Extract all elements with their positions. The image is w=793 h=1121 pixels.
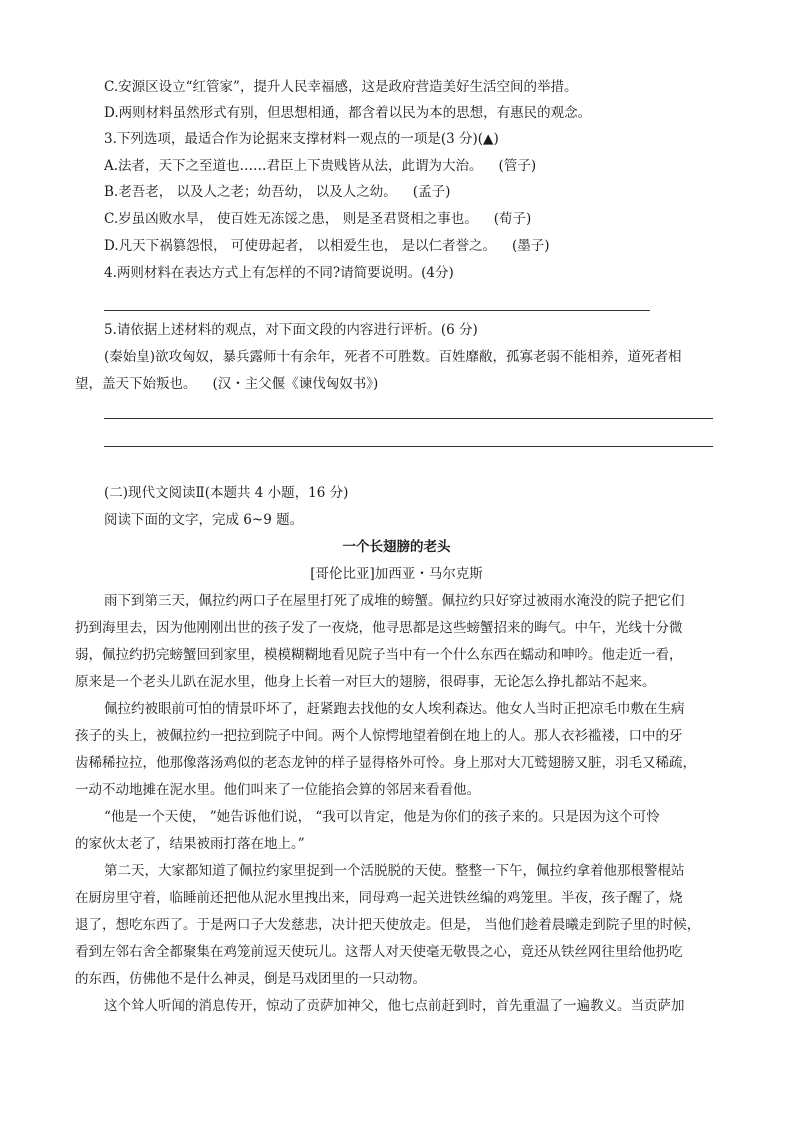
q5-quote-line-2 [75, 374, 740, 394]
story-line: 第二天，大家都知道了佩拉约家里捉到一个活脱脱的天使。整整一下午，佩拉约拿着他那根警棍站 [104, 863, 685, 879]
story-line: 原来是一个老头儿趴在泥水里，他身上长着一对巨大的翅膀，很碍事，无论怎么挣扎都站不起来。 [75, 674, 656, 690]
story-line: 一动不动地摊在泥水里。他们叫来了一位能掐会算的邻居来看看他。 [75, 782, 480, 798]
story-line: 这个耸人听闻的消息传开，惊动了贡萨加神父，他七点前赶到时，首先重温了一遍教义。当贡萨加 [104, 998, 685, 1014]
q5-stem: 5.请依据上述材料的观点，对下面文段的内容进行评析。(6 分) [104, 322, 478, 338]
q3-option-d-source: (墨子) [512, 238, 550, 254]
story-line: 弱，佩拉约扔完螃蟹回到家里，模模糊糊地看见院子当中有一个什么东西在蠕动和呻吟。他走近一看， [75, 647, 683, 663]
q2-option-c: C.安源区设立“红管家”，提升人民幸福感，这是政府营造美好生活空间的举措。 [104, 79, 578, 95]
q5-answer-line-2 [104, 446, 713, 447]
q5-answer-line-1 [104, 418, 713, 419]
story-line: “他是一个天使， ”她告诉他们说， “我可以肯定，他是为你们的孩子来的。只是因为这个可怜 [104, 809, 660, 825]
q3-option-c [104, 209, 744, 229]
q5-quote-source: (汉・主父偃《谏伐匈奴书》) [212, 376, 379, 392]
story-line: 退了，想吃东西了。于是两口子大发慈悲，决计把天使放走。但是， 当他们趁着晨曦走到院子里的时候， [75, 917, 701, 933]
q2-option-d: D.两则材料虽然形式有别，但思想相通，都含着以民为本的思想，有惠民的观念。 [104, 105, 592, 121]
story-line: 的东西，仿佛他不是什么神灵，倒是马戏团里的一只动物。 [75, 971, 426, 987]
q3-stem: 3.下列选项，最适合作为论据来支撑材料一观点的一项是(3 分)(▲) [104, 131, 499, 147]
q5-quote-line-1: (秦始皇)欲攻匈奴，暴兵露师十有余年，死者不可胜数。百姓靡敝，孤寡老弱不能相养，道死者相 [104, 349, 682, 365]
q5-quote-text: 望，盖天下始叛也。 [75, 376, 197, 392]
story-line: 齿稀稀拉拉，他那像落汤鸡似的老态龙钟的样子显得格外可怜。身上那对大兀鹫翅膀又脏，羽毛又稀疏， [75, 755, 696, 771]
q3-option-c-source: (荀子) [493, 211, 532, 227]
q3-option-a-text: A.法者，天下之至道也……君臣上下贵贱皆从法，此谓为大治。 [104, 158, 483, 174]
q3-option-b [104, 182, 744, 202]
q3-option-c-text: C.岁虽凶败水旱， 使百姓无冻馁之患， 则是圣君贤相之事也。 [104, 211, 478, 227]
story-line: 在厨房里守着，临睡前还把他从泥水里拽出来，同母鸡一起关进铁丝编的鸡笼里。半夜，孩子醒了，烧 [75, 890, 683, 906]
story-line: 看到左邻右舍全都聚集在鸡笼前逗天使玩儿。这帮人对天使毫无敬畏之心，竟还从铁丝网往里给他扔吃 [75, 944, 683, 960]
q4-answer-line [104, 310, 650, 311]
story-title: 一个长翅膀的老头 [342, 539, 451, 555]
q4-stem: 4.两则材料在表达方式上有怎样的不同?请简要说明。(4分) [104, 265, 454, 281]
story-author: [哥伦比亚]加西亚・马尔克斯 [310, 566, 483, 582]
section-heading: (二)现代文阅读Ⅱ(本题共 4 小题，16 分) [104, 485, 349, 501]
q3-option-a [104, 156, 744, 176]
story-line: 扔到海里去，因为他刚刚出世的孩子发了一夜烧，他寻思都是这些螃蟹招来的晦气。中午，光线十分微 [75, 620, 683, 636]
q3-option-b-text: B.老吾老， 以及人之老；幼吾幼， 以及人之幼。 [104, 184, 397, 200]
story-line: 的家伙太老了，结果被雨打落在地上。” [75, 836, 305, 852]
q3-option-a-source: (管子) [498, 158, 537, 174]
story-line: 孩子的头上，被佩拉约一把拉到院子中间。两个人惊愕地望着倒在地上的人。那人衣衫褴褛，口中的牙 [75, 728, 683, 744]
q3-option-d-text: D.凡天下祸篡怨恨， 可使毋起者， 以相爱生也， 是以仁者誉之。 [104, 238, 497, 254]
q3-option-b-source: (孟子) [412, 184, 451, 200]
story-line: 佩拉约被眼前可怕的情景吓坏了，赶紧跑去找他的女人埃利森达。他女人当时正把凉毛巾敷在生病 [104, 701, 685, 717]
story-line: 雨下到第三天，佩拉约两口子在屋里打死了成堆的螃蟹。佩拉约只好穿过被雨水淹没的院子把它们 [104, 593, 685, 609]
q3-option-d [104, 236, 744, 256]
reading-instruction: 阅读下面的文字，完成 6~9 题。 [104, 512, 304, 528]
